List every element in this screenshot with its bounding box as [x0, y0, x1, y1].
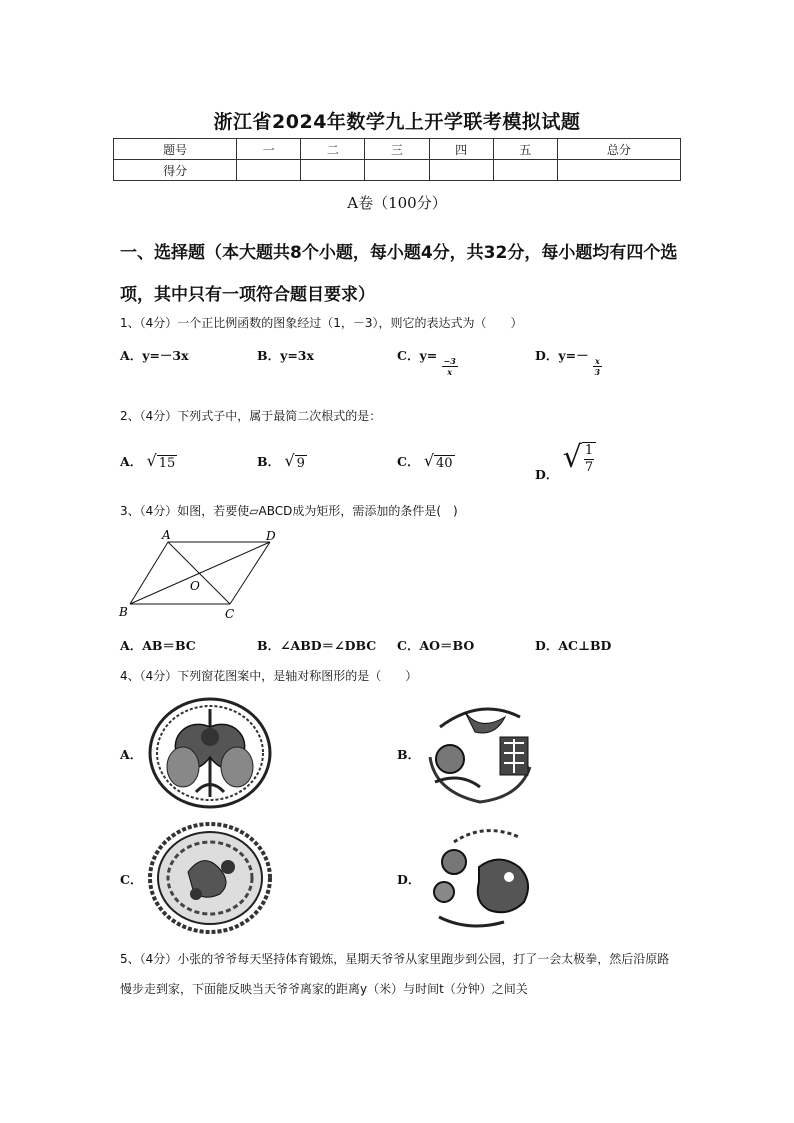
vertex-label-c: C [225, 607, 235, 621]
q4-option-b[interactable]: B． [397, 747, 421, 762]
paper-cut-c-image [148, 822, 273, 934]
q3-option-b[interactable]: B．∠ABD＝∠DBC [257, 638, 377, 653]
radicand: 15 [158, 456, 176, 471]
q1-option-d-prefix: D．y=－ [535, 348, 589, 363]
score-header-cell: 总分 [557, 139, 680, 160]
question-5-stem: 5、（4分）小张的爷爷每天坚持体育锻炼，星期天爷爷从家里跑步到公园，打了一会太极拳，然后沿原路慢步走到家，下面能反映当天爷爷离家的距离y（米）与时间t（分钟）之间关 [120, 952, 670, 996]
score-table-header-row [114, 139, 681, 160]
score-header-cell: 二 [301, 139, 365, 160]
q1-option-c-fraction [442, 356, 458, 377]
fraction-numerator: x [594, 356, 600, 366]
q2-option-b[interactable] [257, 452, 307, 472]
score-header-cell: 三 [365, 139, 429, 160]
exam-title: 浙江省2024年数学九上开学联考模拟试题 [213, 111, 581, 133]
score-cell[interactable] [237, 160, 301, 181]
sqrt-expression [424, 453, 455, 472]
score-table-score-row [114, 160, 681, 181]
sqrt-expression [284, 453, 306, 472]
paper-cut-a-image [148, 697, 273, 809]
score-header-cell: 题号 [114, 139, 237, 160]
q3-option-a[interactable]: A．AB＝BC [120, 638, 196, 653]
q1-option-c[interactable] [397, 346, 458, 377]
q1-option-d[interactable] [535, 346, 602, 377]
radicand: 9 [296, 456, 305, 471]
q1-option-c-prefix: C．y= [397, 348, 438, 363]
q1-option-a[interactable]: A．y=－3x [120, 348, 189, 363]
paper-cut-d-image [424, 822, 546, 934]
radical-sign-icon: √ [423, 451, 435, 470]
radicand: 40 [436, 456, 453, 471]
fraction-denominator: 7 [584, 460, 594, 475]
score-cell[interactable] [365, 160, 429, 181]
fraction-numerator: 1 [584, 443, 594, 458]
q1-option-b[interactable]: B．y=3x [257, 348, 314, 363]
option-label: B． [257, 454, 281, 469]
q4-option-a[interactable]: A． [120, 747, 143, 762]
q3-option-d[interactable]: D．AC⊥BD [535, 638, 612, 653]
radicand-fraction [582, 442, 596, 476]
score-header-cell: 一 [237, 139, 301, 160]
vertex-label-d: D [266, 529, 276, 543]
question-1-stem: 1、（4分）一个正比例函数的图象经过（1，－3），则它的表达式为（ ） [120, 316, 523, 330]
option-label: A． [120, 454, 143, 469]
vertex-label-b: B [119, 605, 128, 619]
sqrt-fraction-expression [563, 440, 596, 476]
fraction-denominator: 3 [594, 367, 601, 377]
score-cell[interactable] [557, 160, 680, 181]
question-3-stem: 3、（4分）如图，若要使▱ABCD成为矩形，需添加的条件是( ) [120, 504, 458, 518]
sqrt-expression [147, 453, 178, 472]
score-cell[interactable] [429, 160, 493, 181]
center-label-o: O [190, 579, 200, 593]
option-label: C． [397, 454, 420, 469]
q2-option-d[interactable] [535, 440, 596, 482]
score-header-cell: 五 [493, 139, 557, 160]
score-header-cell: 四 [429, 139, 493, 160]
q4-option-d[interactable]: D． [397, 872, 421, 887]
fraction-denominator: x [447, 367, 453, 377]
vertex-label-a: A [162, 528, 171, 542]
paper-cut-b-image [420, 697, 542, 807]
section-a-heading: A卷（100分） [347, 194, 447, 212]
question-4-stem: 4、（4分）下列窗花图案中，是轴对称图形的是（ ） [120, 669, 418, 683]
q2-option-c[interactable] [397, 452, 455, 472]
q3-option-c[interactable]: C．AO＝BO [397, 638, 475, 653]
score-table [113, 138, 681, 181]
score-cell[interactable] [301, 160, 365, 181]
part-one-heading: 一、选择题（本大题共8个小题，每小题4分，共32分，每小题均有四个选项，其中只有一项符合题目要求） [120, 243, 678, 305]
option-label: D． [535, 467, 559, 482]
radical-sign-icon: √ [284, 451, 295, 470]
score-row-label: 得分 [114, 160, 237, 181]
side-ab [130, 542, 168, 604]
radical-sign-icon: √ [146, 451, 157, 470]
question-2-stem: 2、（4分）下列式子中，属于最简二次根式的是： [120, 409, 382, 423]
parallelogram-figure [115, 528, 285, 623]
diagonal-bd [130, 542, 270, 604]
radical-sign-icon: √ [562, 440, 582, 475]
q4-option-c[interactable]: C． [120, 872, 143, 887]
q2-option-a[interactable] [120, 452, 177, 472]
score-cell[interactable] [493, 160, 557, 181]
q1-option-d-fraction [593, 356, 602, 377]
fraction-numerator: −3 [443, 356, 456, 366]
